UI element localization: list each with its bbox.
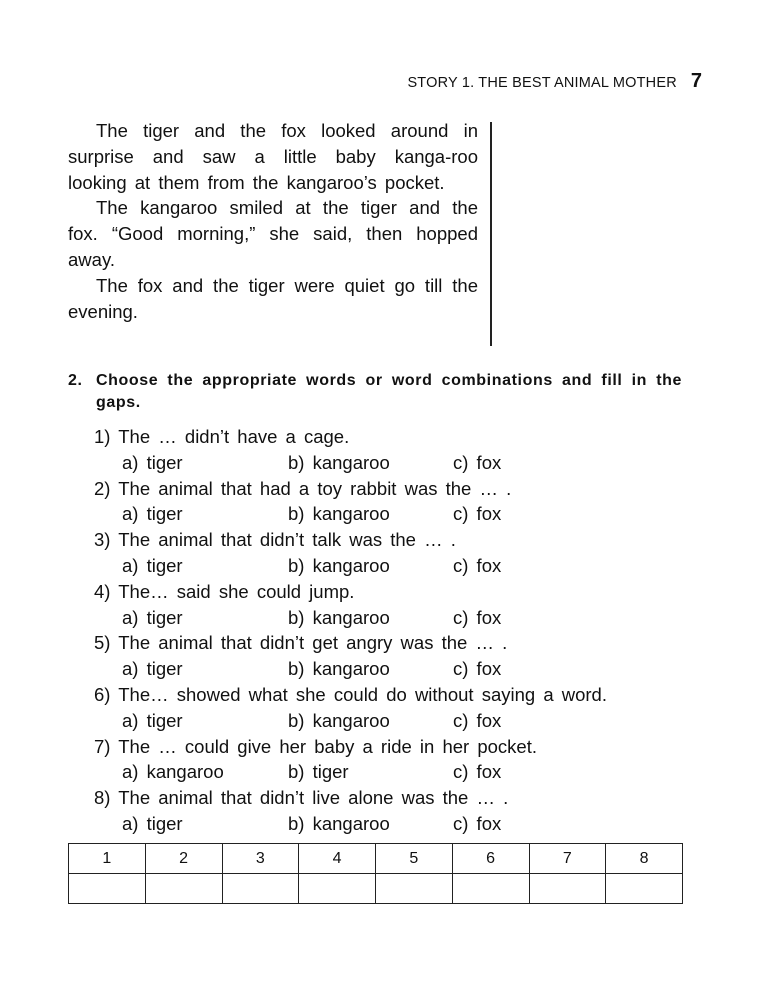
page-number: 7: [690, 70, 702, 92]
answer-number-cell: 4: [299, 844, 376, 874]
answer-number-cell: 5: [376, 844, 453, 874]
question-item: [94, 630, 682, 682]
answer-table-header-row: [69, 844, 683, 874]
story-excerpt: [68, 118, 478, 324]
question-text: 2) The animal that had a toy rabbit was the … .: [94, 477, 512, 499]
option-c: c) fox: [453, 761, 502, 783]
answer-number-cell: 8: [606, 844, 683, 874]
running-title: STORY 1. THE BEST ANIMAL MOTHER: [407, 75, 677, 91]
question-item: [94, 682, 682, 734]
story-paragraph: The kangaroo smiled at the tiger and the fox. “Good morning,” she said, then hopped away.: [68, 197, 478, 270]
answer-table-answer-row: [69, 874, 683, 904]
question-item: [94, 527, 682, 579]
answer-blank-cell[interactable]: [452, 874, 529, 904]
option-a: a) kangaroo: [122, 761, 224, 783]
exercise-instruction: [68, 370, 682, 414]
page-header: [407, 70, 702, 93]
story-paragraph: The fox and the tiger were quiet go till the evening.: [68, 274, 478, 322]
answer-options: [94, 656, 682, 682]
question-text: 8) The animal that didn’t live alone was the … .: [94, 787, 509, 809]
option-a: a) tiger: [122, 451, 183, 473]
option-c: c) fox: [453, 709, 502, 731]
story-divider: [490, 122, 492, 346]
answer-blank-cell[interactable]: [145, 874, 222, 904]
option-c: c) fox: [453, 812, 502, 834]
question-item: [94, 785, 682, 837]
answer-number-cell: 1: [69, 844, 146, 874]
question-item: [94, 476, 682, 528]
story-paragraph: The tiger and the fox looked around in surprise and saw a little baby kanga-roo looking at them from the kangaroo’s pocket.: [68, 120, 478, 193]
question-text: 6) The… showed what she could do without saying a word.: [94, 683, 607, 705]
answer-options: [94, 605, 682, 631]
instruction-text: Choose the appropriate words or word combinations and fill in the gaps.: [96, 372, 682, 411]
answer-options: [94, 501, 682, 527]
option-b: b) kangaroo: [288, 503, 390, 525]
answer-number-cell: 6: [452, 844, 529, 874]
exercise-2: [68, 370, 682, 837]
option-b: b) kangaroo: [288, 451, 390, 473]
option-b: b) kangaroo: [288, 606, 390, 628]
question-item: [94, 734, 682, 786]
answer-number-cell: 3: [222, 844, 299, 874]
option-a: a) tiger: [122, 709, 183, 731]
question-text: 3) The animal that didn’t talk was the … .: [94, 529, 456, 551]
option-b: b) kangaroo: [288, 658, 390, 680]
answer-table: [68, 843, 683, 904]
option-a: a) tiger: [122, 658, 183, 680]
answer-options: [94, 708, 682, 734]
question-text: 1) The … didn’t have a cage.: [94, 426, 350, 447]
question-text: 7) The … could give her baby a ride in her pocket.: [94, 735, 537, 757]
option-c: c) fox: [453, 554, 502, 576]
answer-blank-cell[interactable]: [376, 874, 453, 904]
option-a: a) tiger: [122, 606, 183, 628]
question-list: [94, 424, 682, 837]
answer-number-cell: 2: [145, 844, 222, 874]
answer-blank-cell[interactable]: [606, 874, 683, 904]
question-text: 4) The… said she could jump.: [94, 580, 355, 602]
option-b: b) tiger: [288, 761, 349, 783]
answer-options: [94, 811, 682, 837]
exercise-number: 2.: [68, 372, 83, 389]
option-c: c) fox: [453, 606, 502, 628]
option-c: c) fox: [453, 658, 502, 680]
option-b: b) kangaroo: [288, 709, 390, 731]
option-a: a) tiger: [122, 503, 183, 525]
answer-number-cell: 7: [529, 844, 606, 874]
question-text: 5) The animal that didn’t get angry was the … .: [94, 632, 508, 654]
answer-blank-cell[interactable]: [222, 874, 299, 904]
option-b: b) kangaroo: [288, 812, 390, 834]
option-c: c) fox: [453, 451, 502, 473]
answer-blank-cell[interactable]: [529, 874, 606, 904]
question-item: [94, 579, 682, 631]
option-a: a) tiger: [122, 554, 183, 576]
answer-options: [94, 450, 682, 476]
option-b: b) kangaroo: [288, 554, 390, 576]
option-a: a) tiger: [122, 812, 183, 834]
answer-blank-cell[interactable]: [69, 874, 146, 904]
option-c: c) fox: [453, 503, 502, 525]
answer-options: [94, 553, 682, 579]
answer-blank-cell[interactable]: [299, 874, 376, 904]
question-item: [94, 424, 682, 476]
answer-options: [94, 759, 682, 785]
